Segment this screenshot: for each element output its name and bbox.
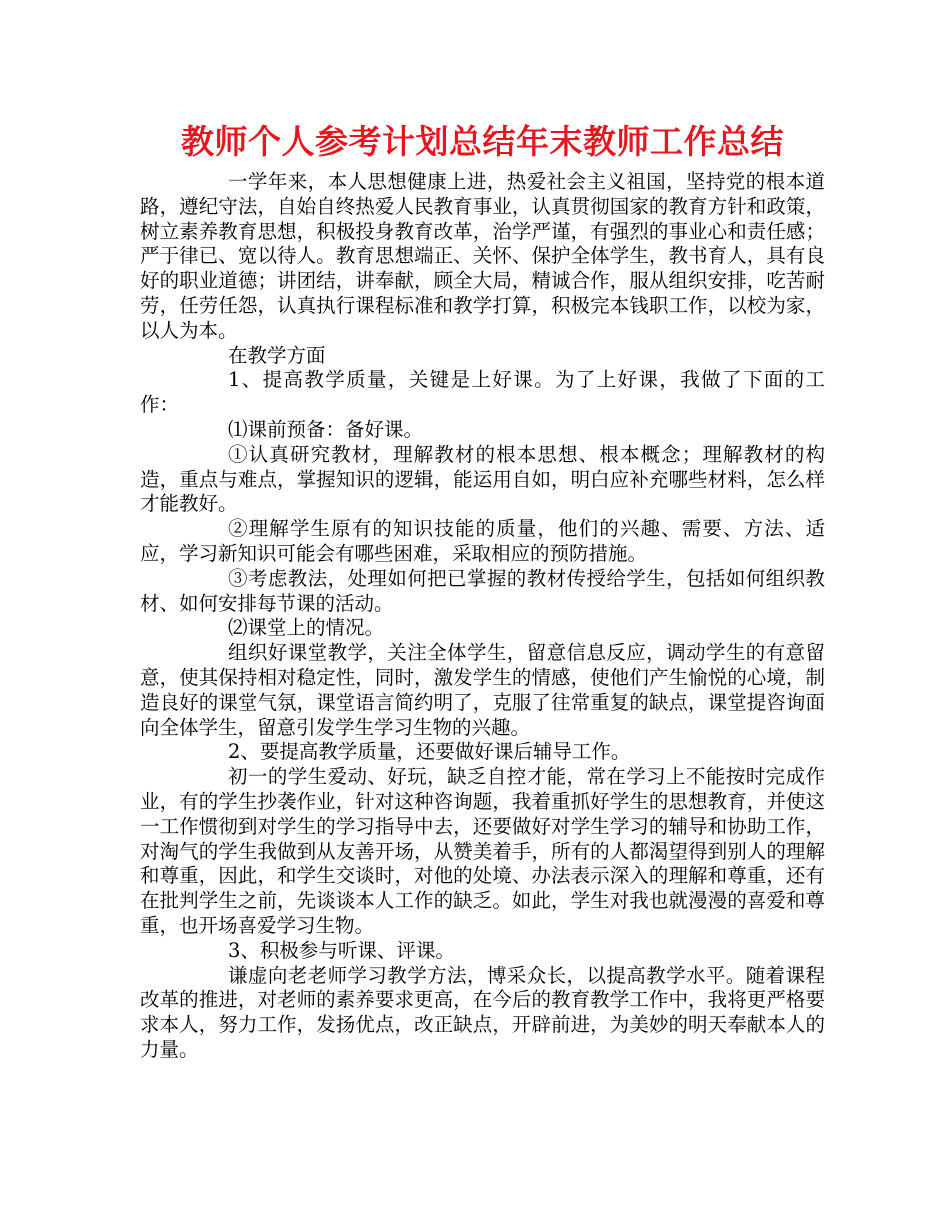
paragraph-classroom-body: 组织好课堂教学，关注全体学生，留意信息反应，调动学生的有意留意，使其保持相对稳定性，同时，激发学生的情感，使他们产生愉悦的心境，制造良好的课堂气氛，课堂语言简约明了，克服了往常重复的缺点，课堂提咨询面向全体学生，留意引发学生学习生物的兴趣。: [140, 641, 825, 739]
paragraph-point-1: 1、提高教学质量，关键是上好课。为了上好课，我做了下面的工作：: [140, 368, 825, 417]
paragraph-conclusion: 谦虚向老老师学习教学方法，博采众长，以提高教学水平。随着课程改革的推进，对老师的素养要求更高，在今后的教育教学工作中，我将更严格要求本人，努力工作，发扬优点，改正缺点，开辟前进，为美妙的明天奉献本人的力量。: [140, 963, 825, 1061]
paragraph-teaching-heading: 在教学方面: [228, 343, 326, 367]
document-page: [140, 120, 825, 1063]
paragraph-point-2: 2、要提高教学质量，还要做好课后辅导工作。: [228, 740, 631, 764]
paragraph-subpoint-prep: ⑴课前预备：备好课。: [228, 417, 424, 441]
paragraph-tutoring-body: 初一的学生爱动、好玩，缺乏自控才能，常在学习上不能按时完成作业，有的学生抄袭作业，针对这种咨询题，我着重抓好学生的思想教育，并使这一工作惯彻到对学生的学习指导中去，还要做好对学生学习的辅导和协助工作，对淘气的学生我做到从友善开场，从赞美着手，所有的人都渴望得到别人的理解和尊重，因此，和学生交谈时，对他的处境、办法表示深入的理解和尊重，还有在批判学生之前，先谈谈本人工作的缺乏。如此，学生对我也就漫漫的喜爱和尊重，也开场喜爱学习生物。: [140, 765, 825, 937]
document-title: 教师个人参考计划总结年末教师工作总结: [181, 122, 784, 161]
document-body: [140, 170, 825, 1063]
paragraph-point-3: 3、积极参与听课、评课。: [228, 938, 455, 962]
paragraph-item-3: ③考虑教法，处理如何把已掌握的教材传授给学生，包括如何组织教材、如何安排每节课的活动。: [140, 566, 825, 615]
paragraph-item-2: ②理解学生原有的知识技能的质量，他们的兴趣、需要、方法、适应，学习新知识可能会有哪些困难，采取相应的预防措施。: [140, 517, 825, 565]
paragraph-subpoint-classroom: ⑵课堂上的情况。: [228, 616, 385, 640]
paragraph-intro: 一学年来，本人思想健康上进，热爱社会主义祖国，坚持党的根本道路，遵纪守法，自始自终热爱人民教育事业，认真贯彻国家的教育方针和政策，树立素养教育思想，积极投身教育改革，治学严谨，有强烈的事业心和责任感；严于律已、宽以待人。教育思想端正、关怀、保护全体学生，教书育人，具有良好的职业道德；讲团结，讲奉献，顾全大局，精诚合作，服从组织安排，吃苦耐劳，任劳任怨，认真执行课程标准和教学打算，积极完本钱职工作，以校为家，以人为本。: [140, 170, 825, 342]
paragraph-item-1: ①认真研究教材，理解教材的根本思想、根本概念；理解教材的构造，重点与难点，掌握知识的逻辑，能运用自如，明白应补充哪些材料，怎么样才能教好。: [140, 442, 825, 516]
